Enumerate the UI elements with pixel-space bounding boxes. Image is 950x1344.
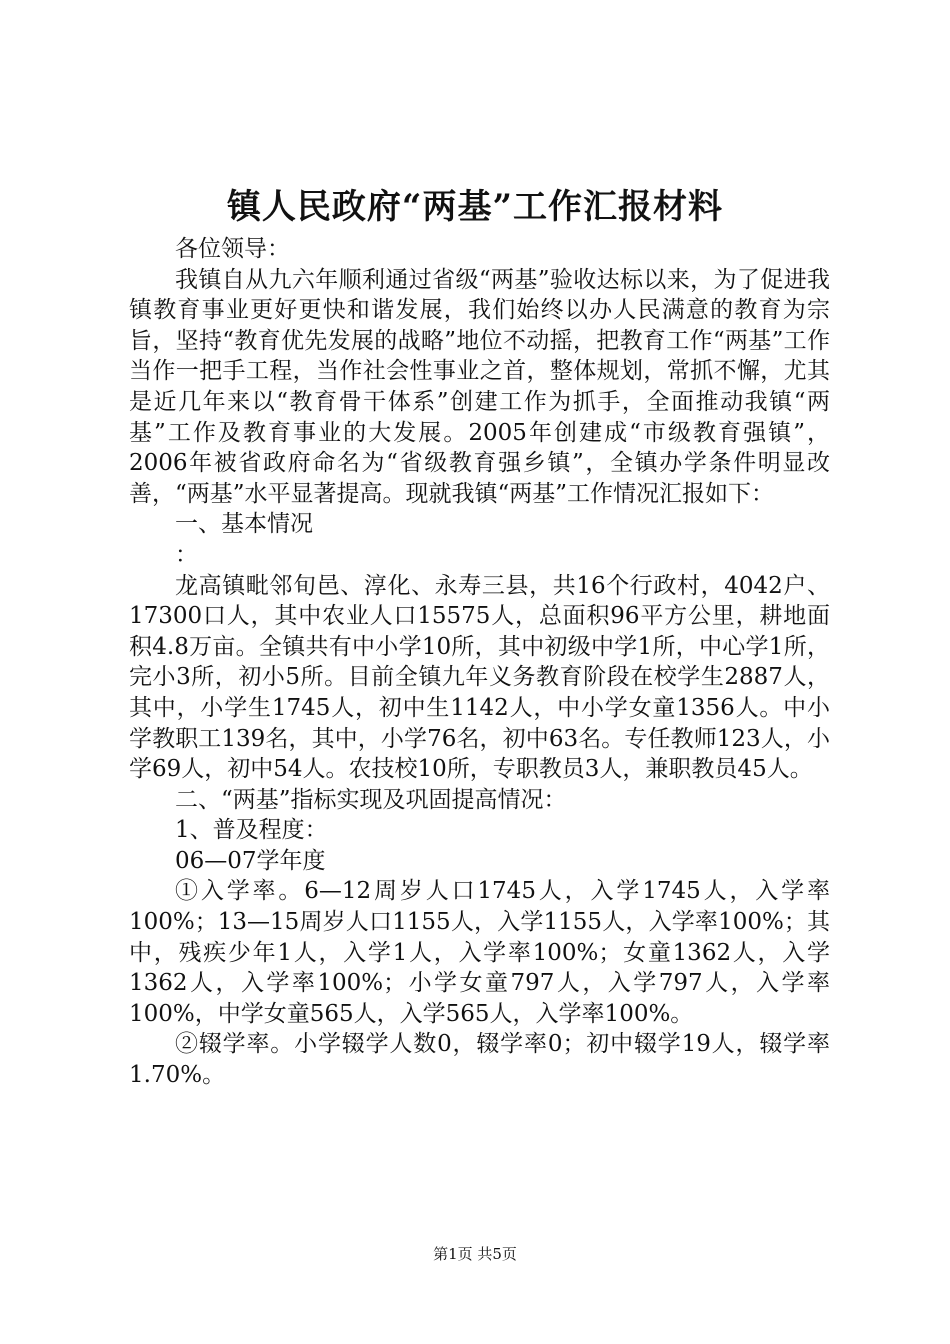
enrollment-rate-paragraph: ①入学率。6—12周岁人口1745人，入学1745人，入学率100%；13—15周岁人口1155人，入学1155人，入学率100%；其中，残疾少年1人，入学1人，入学率100%；女童1362人，入学1362人，入学率100%；小学女童797人，入学797人，入学率100%，中学女童565人，入学565人，入学率100%。: [129, 878, 830, 1027]
intro-paragraph: 我镇自从九六年顺利通过省级“两基”验收达标以来，为了促进我镇教育事业更好更快和谐发展，我们始终以办人民满意的教育为宗旨，坚持“教育优先发展的战略”地位不动摇，把教育工作“两基”工作当作一把手工程，当作社会性事业之首，整体规划，常抓不懈，尤其是近几年来以“教育骨干体系”创建工作为抓手，全面推动我镇“两基”工作及教育事业的大发展。2005年创建成“市级教育强镇”，2006年被省政府命名为“省级教育强乡镇”，全镇办学条件明显改善，“两基”水平显著提高。现就我镇“两基”工作情况汇报如下：: [129, 266, 830, 507]
section-heading-indicators: 二、“两基”指标实现及巩固提高情况：: [175, 786, 567, 813]
document-title: 镇人民政府“两基”工作汇报材料: [226, 187, 724, 227]
salutation-paragraph: 各位领导：: [175, 236, 290, 262]
basic-situation-paragraph: 龙高镇毗邻旬邑、淳化、永寿三县，共16个行政村，4042户、17300口人，其中农业人口15575人，总面积96平方公里，耕地面积4.8万亩。全镇共有中小学10所，其中初级中学1所，中心学1所，完小3所，初小5所。目前全镇九年义务教育阶段在校学生2887人，其中，小学生1745人，初中生1142人，中小学女童1356人。中小学教职工139名，其中，小学76名，初中63名。专任教师123人，小学69人，初中54人。农技校10所，专职教员3人，兼职教员45人。: [129, 572, 830, 783]
document-body: [129, 234, 830, 1091]
subheading-popularization: 1、普及程度：: [175, 817, 328, 844]
section-heading-basic-situation: 一、基本情况: [175, 511, 313, 538]
page-footer: 第1页 共5页: [433, 1245, 517, 1263]
dropout-rate-paragraph: ②辍学率。小学辍学人数0，辍学率0；初中辍学19人，辍学率1.70%。: [129, 1031, 830, 1089]
stray-colon-paragraph: ：: [175, 541, 198, 568]
school-year-label: 06—07学年度: [175, 847, 326, 874]
